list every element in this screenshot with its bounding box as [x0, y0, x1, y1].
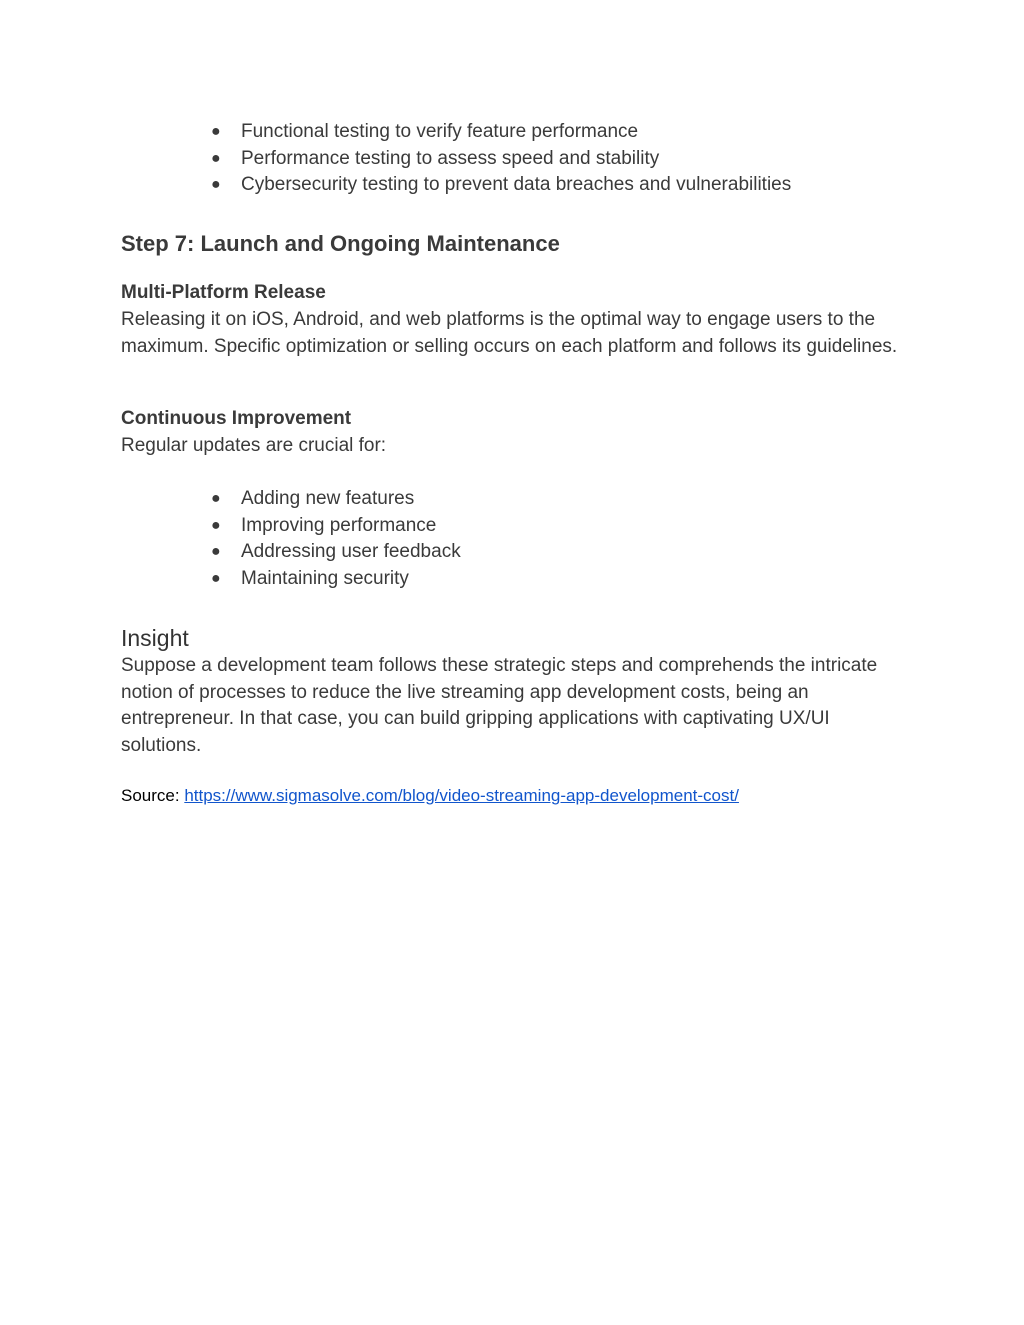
list-item [121, 539, 461, 566]
continuous-improvement-text: Regular updates are crucial for: [121, 435, 387, 456]
source-line [121, 785, 739, 807]
bullet-icon: ● [211, 123, 221, 140]
bullet-icon: ● [211, 176, 221, 193]
list-item [121, 486, 461, 513]
list-item-text: Performance testing to assess speed and stability [241, 147, 660, 169]
list-item-text: Functional testing to verify feature performance [241, 121, 639, 142]
list-item [121, 513, 461, 540]
bullet-icon: ● [211, 569, 221, 587]
source-link[interactable]: https://www.sigmasolve.com/blog/video-streaming-app-development-cost/ [184, 786, 739, 805]
list-item-text: Cybersecurity testing to prevent data breaches and vulnerabilities [241, 174, 792, 195]
list-item-text: Maintaining security [241, 567, 409, 589]
bullet-icon: ● [211, 516, 221, 534]
updates-bullet-list [121, 486, 461, 592]
bullet-icon: ● [211, 149, 221, 167]
bullet-icon: ● [211, 543, 221, 560]
multi-platform-title: Multi-Platform Release [121, 282, 326, 303]
step7-heading: Step 7: Launch and Ongoing Maintenance [121, 231, 560, 256]
list-item-text: Addressing user feedback [241, 541, 461, 562]
list-item [121, 119, 791, 146]
list-item [121, 172, 791, 199]
list-item-text: Adding new features [241, 488, 415, 509]
multi-platform-text: Releasing it on iOS, Android, and web platforms is the optimal way to engage users to the maximum. Specific optimization or selling occurs on each platform and follows its guidelines. [121, 309, 898, 357]
list-item-text: Improving performance [241, 514, 437, 536]
list-item [121, 146, 791, 173]
testing-bullet-list [121, 119, 791, 199]
insight-heading: Insight [121, 625, 189, 651]
source-label: Source: [121, 786, 185, 805]
bullet-icon: ● [211, 490, 221, 507]
continuous-improvement-title: Continuous Improvement [121, 408, 352, 429]
list-item [121, 566, 461, 593]
insight-text: Suppose a development team follows these strategic steps and comprehends the intricate notion of processes to reduce the live streaming app development costs, being an entrepreneur. In that case, you can build gripping applications with captivating UX/UI solutions. [121, 655, 878, 756]
